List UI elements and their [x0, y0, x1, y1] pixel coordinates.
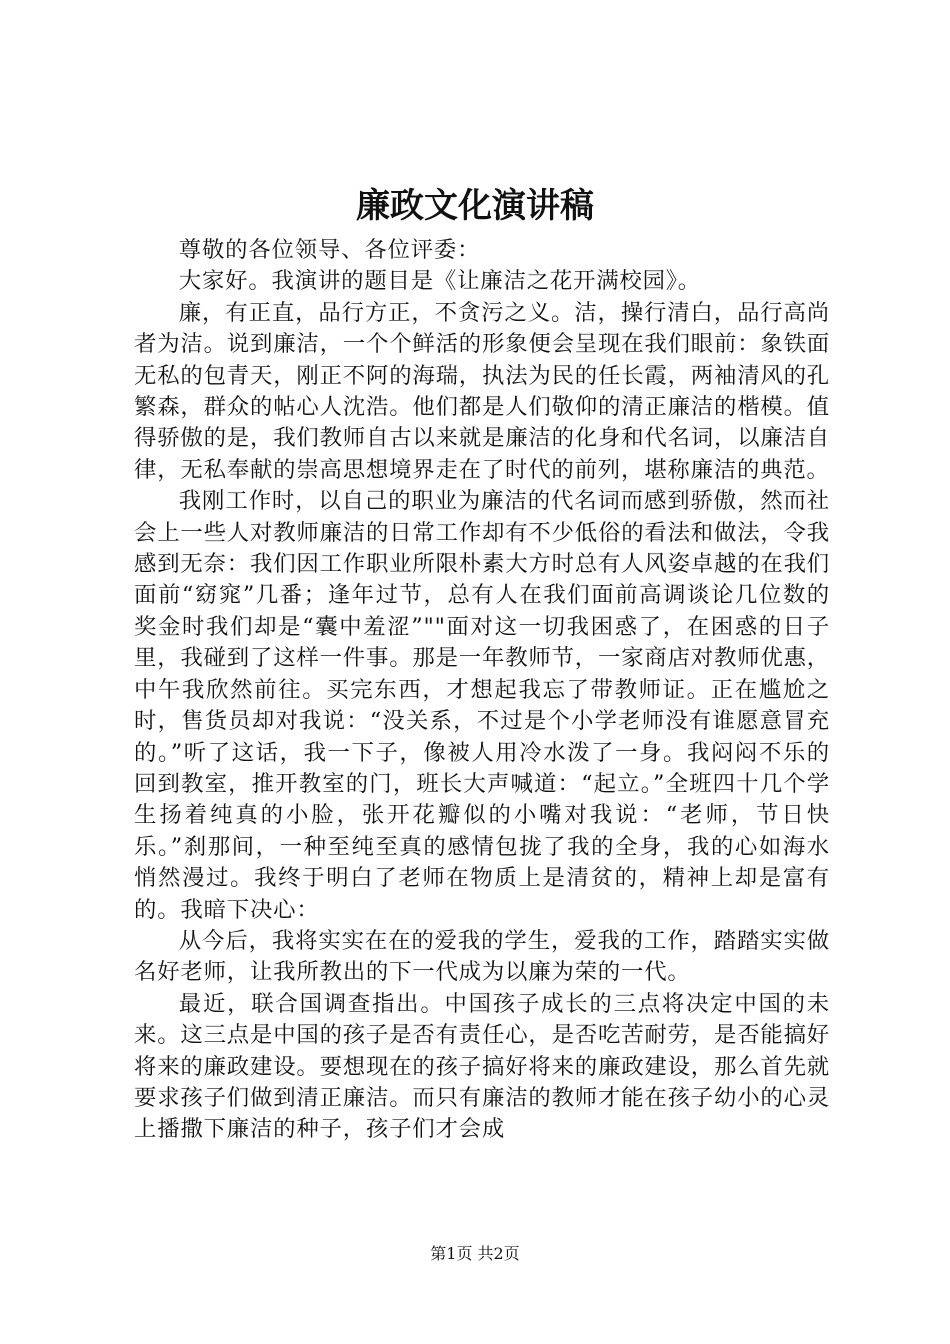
- page-footer: 第1页 共2页: [430, 1244, 520, 1263]
- body-paragraph: 我刚工作时，以自己的职业为廉洁的代名词而感到骄傲，然而社会上一些人对教师廉洁的日常工作却有不少低俗的看法和做法，令我感到无奈：我们因工作职业所限朴素大方时总有人风姿卓越的在我们面前“窈窕”几番；逢年过节，总有人在我们面前高调谈论几位数的奖金时我们却是“囊中羞涩”""面对这一切我困惑了，在困惑的日子里，我碰到了这样一件事。那是一年教师节，一家商店对教师优惠，中午我欣然前往。买完东西，才想起我忘了带教师证。正在尴尬之时，售货员却对我说：“没关系，不过是个小学老师没有谁愿意冒充的。”听了这话，我一下子，像被人用冷水泼了一身。我闷闷不乐的回到教室，推开教室的门，班长大声喊道：“起立。”全班四十几个学生扬着纯真的小脸，张开花瓣似的小嘴对我说：“老师，节日快乐。”刹那间，一种至纯至真的感情包拢了我的全身，我的心如海水悄然漫过。我终于明白了老师在物质上是清贫的，精神上却是富有的。我暗下决心：: [134, 488, 830, 923]
- body-paragraph: 最近，联合国调查指出。中国孩子成长的三点将决定中国的未来。这三点是中国的孩子是否有责任心，是否吃苦耐劳，是否能搞好将来的廉政建设。要想现在的孩子搞好将来的廉政建设，那么首先就要求孩子们做到清正廉洁。而只有廉洁的教师才能在孩子幼小的心灵上播撒下廉洁的种子，孩子们才会成: [134, 990, 830, 1143]
- body-paragraph: 廉，有正直，品行方正，不贪污之义。洁，操行清白，品行高尚者为洁。说到廉洁，一个个鲜活的形象便会呈现在我们眼前：象铁面无私的包青天，刚正不阿的海瑞，执法为民的任长霞，两袖清风的孔繁森，群众的帖心人沈浩。他们都是人们敬仰的清正廉洁的楷模。值得骄傲的是，我们教师自古以来就是廉洁的化身和代名词，以廉洁自律，无私奉献的崇高思想境界走在了时代的前列，堪称廉洁的典范。: [134, 299, 830, 483]
- greeting-paragraph: 大家好。我演讲的题目是《让廉洁之花开满校园》。: [178, 268, 701, 295]
- document-title: 廉政文化演讲稿: [356, 186, 594, 226]
- document-body: [134, 235, 830, 1146]
- body-paragraph: 从今后，我将实实在在的爱我的学生，爱我的工作，踏踏实实做名好老师，让我所教出的下一代成为以廉为荣的一代。: [134, 927, 830, 986]
- salutation-paragraph: 尊敬的各位领导、各位评委：: [178, 237, 481, 263]
